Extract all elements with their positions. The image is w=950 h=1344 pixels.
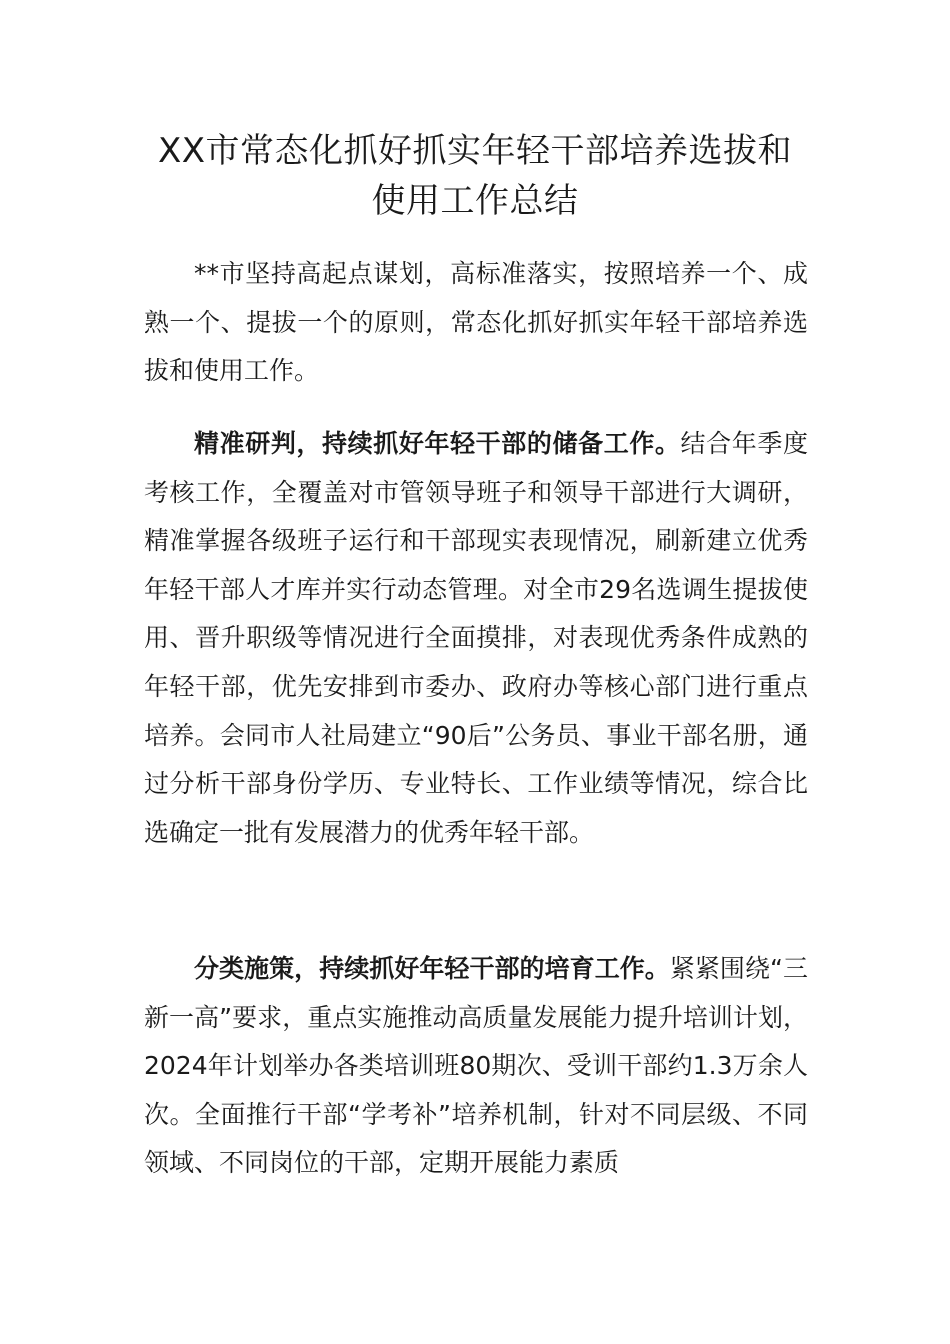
paragraph-intro [144,250,808,396]
paragraph-training-work [144,945,808,1188]
paragraph-training-work-heading: 分类施策，持续抓好年轻干部的培育工作。 [194,954,670,983]
title-line-1: XX市常态化抓好抓实年轻干部培养选拔和 [157,131,793,171]
paragraph-intro-text: **市坚持高起点谋划，高标准落实，按照培养一个、成熟一个、提拔一个的原则，常态化抓好抓实年轻干部培养选拔和使用工作。 [144,259,808,386]
paragraph-training-work-text: 紧紧围绕“三新一高”要求，重点实施推动高质量发展能力提升培训计划，2024年计划举办各类培训班80期次、受训干部约1.3万余人次。全面推行干部“学考补”培养机制，针对不同层级、不同领域、不同岗位的干部，定期开展能力素质 [144,954,808,1178]
document-title [130,126,820,226]
paragraph-reserve-work-heading: 精准研判，持续抓好年轻干部的储备工作。 [194,429,681,458]
paragraph-reserve-work-text: 结合年季度考核工作，全覆盖对市管领导班子和领导干部进行大调研，精准掌握各级班子运行和干部现实表现情况，刷新建立优秀年轻干部人才库并实行动态管理。对全市29名选调生提拔使用、晋升职级等情况进行全面摸排，对表现优秀条件成熟的年轻干部，优先安排到市委办、政府办等核心部门进行重点培养。会同市人社局建立“90后”公务员、事业干部名册，通过分析干部身份学历、专业特长、工作业绩等情况，综合比选确定一批有发展潜力的优秀年轻干部。 [144,429,808,847]
paragraph-reserve-work [144,420,808,857]
title-line-2: 使用工作总结 [371,181,579,221]
